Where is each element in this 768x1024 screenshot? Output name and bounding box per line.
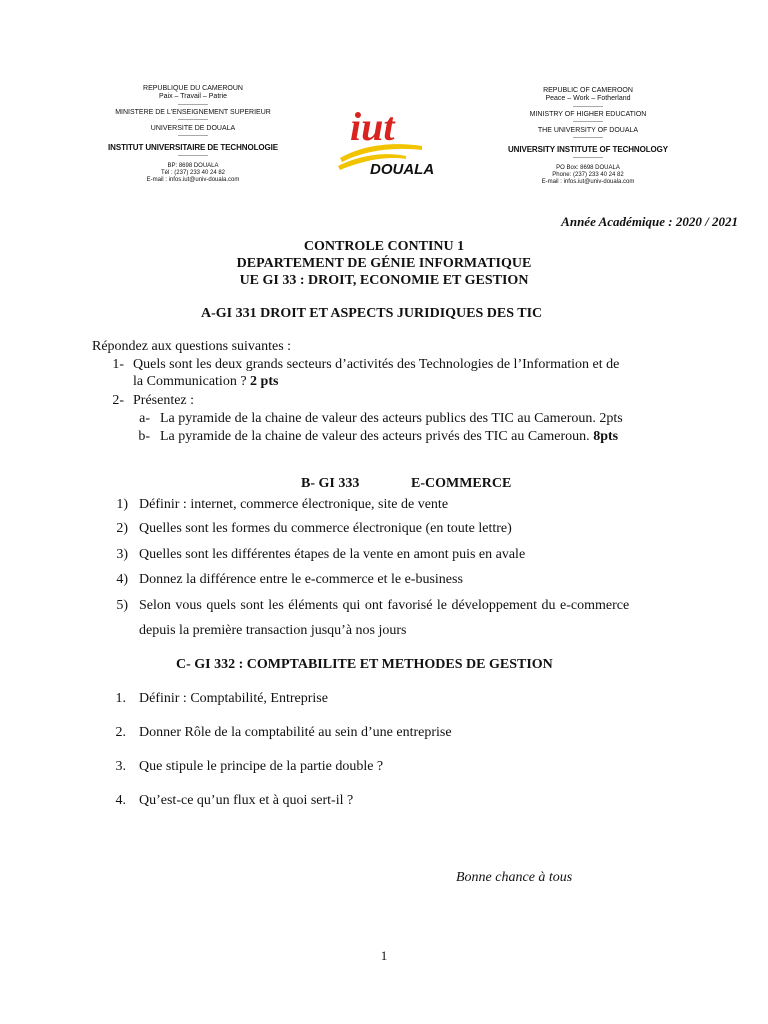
department-title: DEPARTEMENT DE GÉNIE INFORMATIQUE [236,256,532,271]
header-french [88,85,298,184]
header-en-phone: Phone: (237) 233 40 24 82 [552,172,624,179]
header-fr-institute: INSTITUT UNIVERSITAIRE DE TECHNOLOGIE [108,143,278,153]
header-en-address: PO Box: 8698 DOUALA [556,164,620,171]
question-a2b-points: 8pts [593,429,619,444]
header-en-republic: REPUBLIC OF CAMEROON [543,87,633,94]
section-b-title: E-COMMERCE [411,476,512,491]
section-a-title: A-GI 331 DROIT ET ASPECTS JURIDIQUES DES TIC [201,306,543,321]
header-en-separator: --------------- [573,134,603,141]
question-a1-line1: Quels sont les deux grands secteurs d’activités des Technologies de l’Information et de [133,357,620,372]
header-en-university: THE UNIVERSITY OF DOUALA [537,126,639,134]
header-en-institute: UNIVERSITY INSTITUTE OF TECHNOLOGY [507,145,669,155]
question-number: 2- [112,393,124,408]
academic-year: Année Académique : 2020 / 2021 [561,214,738,229]
list-item: Selon vous quels sont les éléments qui ont favorisé le développement du e-commerce [139,598,630,613]
header-en-email: E-mail : infos.iut@univ-douala.com [541,179,635,186]
exam-title: CONTROLE CONTINU 1 [303,239,465,254]
header-en-separator: --------------- [573,103,603,110]
logo-text-iut: iut [350,104,395,149]
header-fr-address: BP: 8698 DOUALA [167,162,219,169]
list-number: 3) [116,547,128,562]
list-number: 4) [116,572,128,587]
header-fr-email: E-mail : infos.iut@univ-douala.com [146,177,240,184]
list-number: 2) [116,521,128,536]
header-english [488,87,688,186]
header-en-motto: Peace – Work – Fotherland [545,95,631,103]
page-number: 1 [380,948,388,963]
list-item-continuation: depuis la première transaction jusqu’à nos jours [139,623,407,638]
header-fr-separator: --------------- [178,117,208,124]
list-number: 1. [115,691,126,706]
list-number: 3. [115,759,126,774]
question-a2-text: Présentez : [133,393,195,408]
question-a2a-text: La pyramide de la chaine de valeur des acteurs publics des TIC au Cameroun. 2pts [160,411,623,426]
header-en-separator: --------------- [573,154,603,161]
question-a2b [160,429,618,445]
closing-remark: Bonne chance à tous [456,870,573,885]
list-item: Quelles sont les formes du commerce électronique (en toute lettre) [139,521,512,536]
logo-text-city: DOUALA [370,161,435,178]
subquestion-letter: b- [138,429,150,444]
section-c-title: C- GI 332 : COMPTABILITE ET METHODES DE GESTION [176,657,553,672]
list-number: 2. [115,725,126,740]
header-en-ministry: MINISTRY OF HIGHER EDUCATION [529,110,647,118]
header-fr-ministry: MINISTERE DE L'ENSEIGNEMENT SUPERIEUR [115,108,271,116]
list-number: 1) [116,497,128,512]
list-item: Définir : Comptabilité, Entreprise [139,691,328,706]
section-b-code: B- GI 333 [301,476,360,491]
list-number: 4. [115,793,126,808]
list-item: Définir : internet, commerce électronique, site de vente [139,497,449,512]
list-number: 5) [116,598,128,613]
course-title: UE GI 33 : DROIT, ECONOMIE ET GESTION [239,273,529,288]
header-fr-university: UNIVERSITE DE DOUALA [150,124,236,132]
question-a1-points: 2 pts [250,374,279,389]
question-a2b-text: La pyramide de la chaine de valeur des acteurs privés des TIC au Cameroun. [160,429,590,444]
header-fr-separator: --------------- [178,101,208,108]
section-a-intro: Répondez aux questions suivantes : [92,339,292,354]
question-a1-text: la Communication ? [133,374,247,389]
list-item: Quelles sont les différentes étapes de la vente en amont puis en avale [139,547,526,562]
header-fr-motto: Paix – Travail – Patrie [158,93,228,101]
list-item: Donner Rôle de la comptabilité au sein d’une entreprise [139,725,452,740]
header-en-separator: --------------- [573,119,603,126]
subquestion-letter: a- [139,411,150,426]
header-fr-separator: --------------- [178,152,208,159]
list-item: Qu’est-ce qu’un flux et à quoi sert-il ? [139,793,354,808]
header-fr-separator: --------------- [178,132,208,139]
header-fr-republic: REPUBLIQUE DU CAMEROUN [143,85,243,92]
question-a1-line2 [133,374,278,390]
list-item: Que stipule le principe de la partie double ? [139,759,384,774]
iut-logo-icon [336,100,435,180]
list-item: Donnez la différence entre le e-commerce et le e-business [139,572,463,587]
question-number: 1- [112,357,124,372]
header-fr-phone: Tél : (237) 233 40 24 82 [160,170,226,177]
